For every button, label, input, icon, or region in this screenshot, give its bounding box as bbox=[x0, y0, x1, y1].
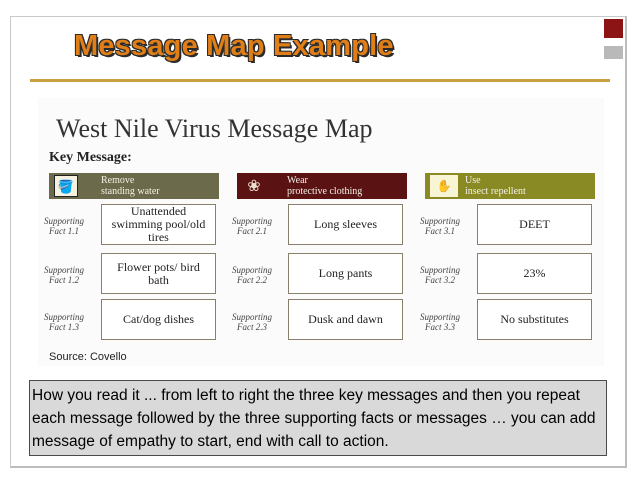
source-credit: Source: Covello bbox=[49, 351, 127, 363]
key-message-label: Key Message: bbox=[49, 150, 132, 165]
fact-label-line: Fact 2.1 bbox=[237, 226, 267, 236]
fact-label-line: Fact 1.3 bbox=[49, 322, 79, 332]
fact-label-line: Supporting bbox=[419, 216, 460, 226]
accent-square bbox=[604, 19, 623, 38]
fact-box-3-2: 23% bbox=[477, 253, 592, 294]
fact-box-3-3: No substitutes bbox=[477, 299, 592, 340]
clothing-icon: ❀ bbox=[242, 175, 266, 197]
fact-box-2-1: Long sleeves bbox=[288, 204, 403, 245]
key-message-3 bbox=[425, 173, 595, 199]
caption-box bbox=[29, 380, 607, 456]
fact-box-1-1: Unattended swimming pool/old tires bbox=[101, 204, 216, 245]
key-message-1-line2: standing water bbox=[101, 186, 160, 197]
key-message-1-line1: Remove bbox=[101, 175, 135, 186]
map-title: West Nile Virus Message Map bbox=[56, 114, 373, 143]
key-message-3-line2: insect repellent bbox=[465, 186, 526, 197]
key-message-2-line1: Wear bbox=[287, 175, 308, 186]
key-message-1 bbox=[49, 173, 219, 199]
fact-box-1-3: Cat/dog dishes bbox=[101, 299, 216, 340]
fact-label-3-2 bbox=[416, 265, 464, 285]
caption-text: How you read it ... from left to right the three key messages and then you repeat each message followed by the three supporting facts or messages … you can add message of empathy to start, end with call to action. bbox=[32, 387, 596, 450]
fact-label-line: Supporting bbox=[231, 312, 272, 322]
fact-label-1-2 bbox=[40, 265, 88, 285]
fact-box-2-2: Long pants bbox=[288, 253, 403, 294]
fact-label-line: Supporting bbox=[43, 312, 84, 322]
key-message-2 bbox=[237, 173, 407, 199]
fact-label-line: Fact 3.3 bbox=[425, 322, 455, 332]
fact-label-line: Fact 1.1 bbox=[49, 226, 79, 236]
fact-box-3-1: DEET bbox=[477, 204, 592, 245]
fact-label-2-3 bbox=[228, 312, 276, 332]
fact-label-line: Supporting bbox=[419, 265, 460, 275]
accent-square-gray bbox=[604, 46, 623, 59]
key-message-3-line1: Use bbox=[465, 175, 481, 186]
bucket-icon: 🪣 bbox=[54, 175, 78, 197]
fact-label-2-2 bbox=[228, 265, 276, 285]
fact-label-1-1 bbox=[40, 216, 88, 236]
fact-box-2-3: Dusk and dawn bbox=[288, 299, 403, 340]
title-divider bbox=[30, 79, 610, 82]
fact-label-3-1 bbox=[416, 216, 464, 236]
fact-label-line: Supporting bbox=[43, 265, 84, 275]
fact-label-line: Supporting bbox=[231, 265, 272, 275]
fact-label-3-3 bbox=[416, 312, 464, 332]
fact-label-line: Fact 3.1 bbox=[425, 226, 455, 236]
fact-label-line: Fact 3.2 bbox=[425, 275, 455, 285]
fact-label-1-3 bbox=[40, 312, 88, 332]
fact-label-line: Fact 2.2 bbox=[237, 275, 267, 285]
fact-label-line: Fact 1.2 bbox=[49, 275, 79, 285]
key-message-2-line2: protective clothing bbox=[287, 186, 363, 197]
fact-label-line: Supporting bbox=[419, 312, 460, 322]
slide-title: Message Map Example bbox=[74, 30, 394, 62]
fact-label-line: Supporting bbox=[43, 216, 84, 226]
message-map-image bbox=[38, 98, 604, 366]
fact-label-line: Supporting bbox=[231, 216, 272, 226]
fact-box-1-2: Flower pots/ bird bath bbox=[101, 253, 216, 294]
fact-label-2-1 bbox=[228, 216, 276, 236]
spray-can-icon: ✋ bbox=[430, 175, 458, 197]
fact-label-line: Fact 2.3 bbox=[237, 322, 267, 332]
